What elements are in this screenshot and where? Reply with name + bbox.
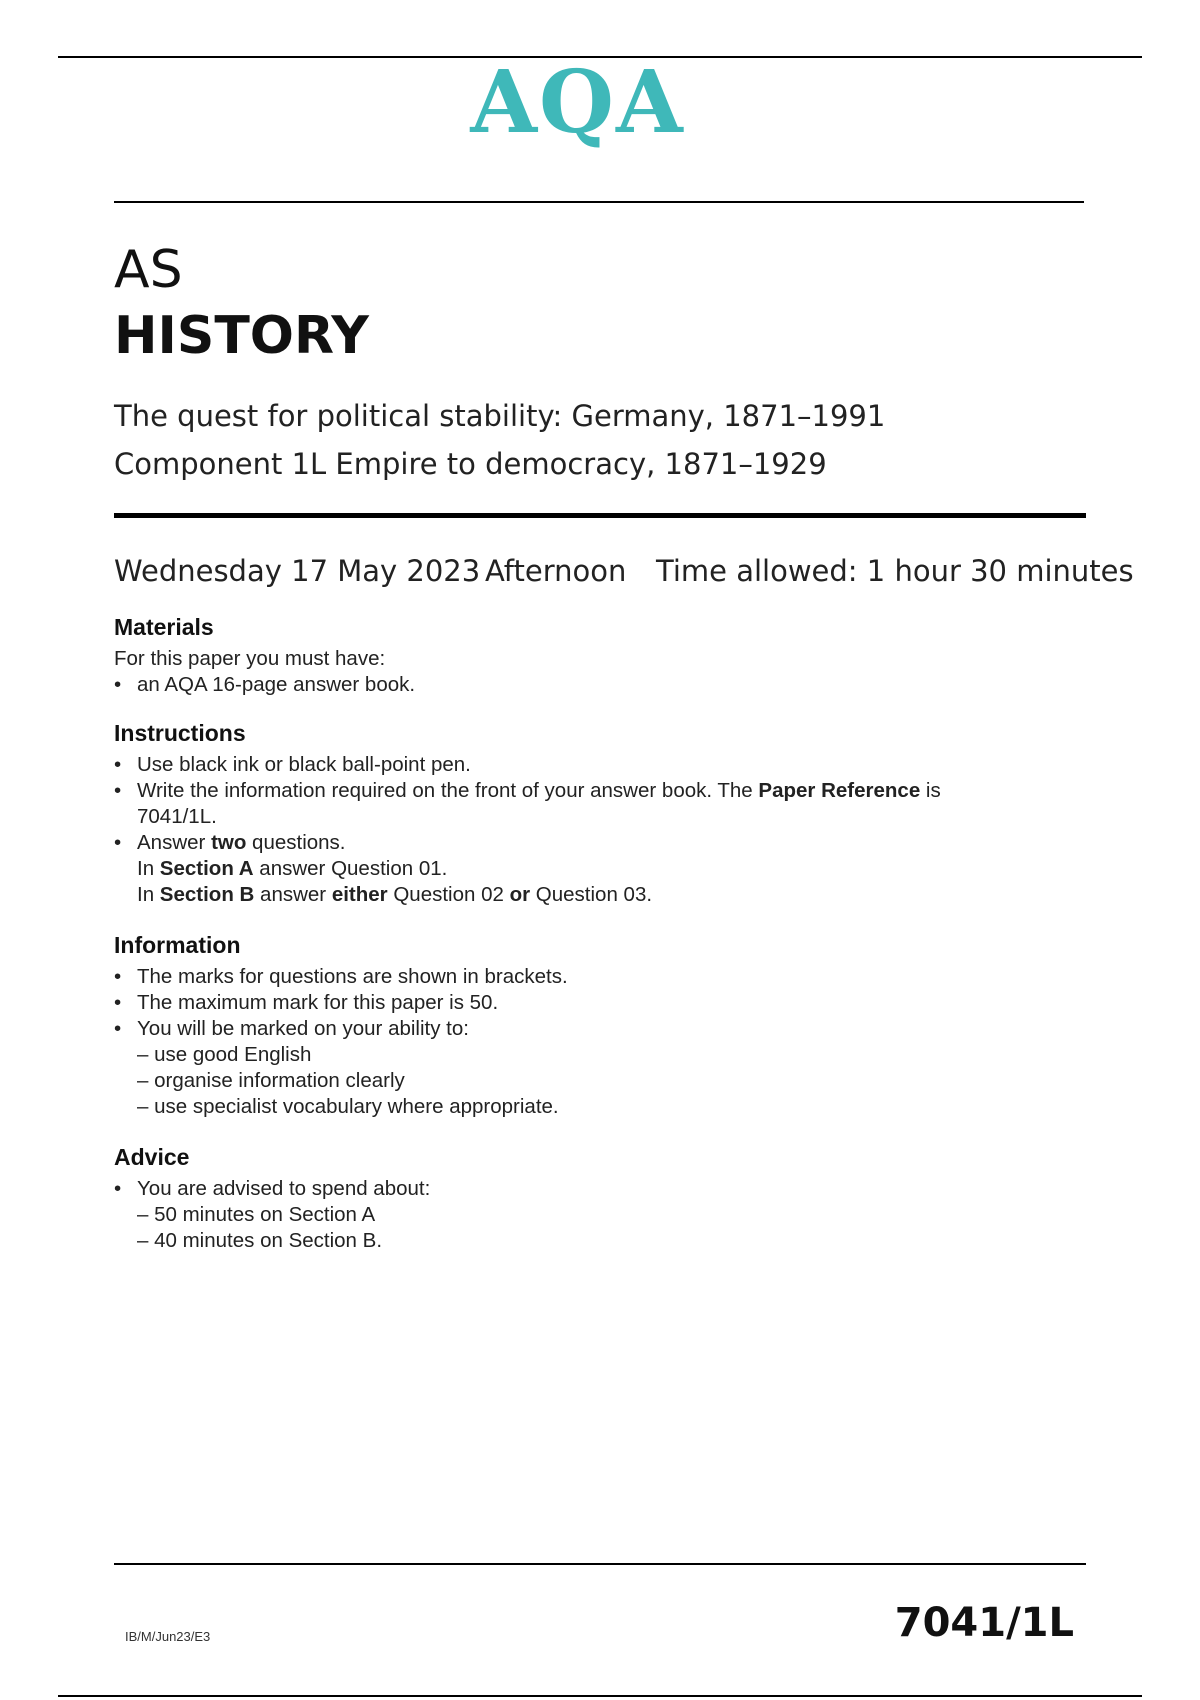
instructions-section <box>114 720 1044 908</box>
bullet-icon: • <box>114 991 122 1014</box>
advice-heading: Advice <box>114 1144 190 1170</box>
advice-section <box>114 1144 1044 1254</box>
bullet-icon: • <box>114 1177 122 1200</box>
instructions-heading: Instructions <box>114 720 246 746</box>
list-item: • You are advised to spend about: – 50 minutes on Section A – 40 minutes on Section B. <box>114 1177 431 1252</box>
exam-session: Afternoon <box>485 554 627 588</box>
bottom-border <box>58 1695 1142 1697</box>
paper-title: The quest for political stability: Germany, 1871–1991 <box>114 399 886 433</box>
bullet-icon: • <box>114 831 122 854</box>
footer-rule <box>114 1563 1086 1565</box>
aqa-logo: AQA <box>470 52 685 153</box>
time-allowed: Time allowed: 1 hour 30 minutes <box>656 554 1134 588</box>
subject-title: HISTORY <box>114 306 369 366</box>
qualification-title: AS <box>114 240 183 300</box>
information-heading: Information <box>114 932 241 958</box>
information-section <box>114 932 1044 1120</box>
component-title: Component 1L Empire to democracy, 1871–1929 <box>114 447 827 481</box>
list-item: • The marks for questions are shown in brackets. <box>114 965 568 988</box>
list-item: • You will be marked on your ability to: – use good English – organise information clearly – use specialist vocabulary where appropriate. <box>114 1017 559 1118</box>
paper-reference-code: IB/M/Jun23/E3 <box>125 1629 211 1644</box>
materials-intro: For this paper you must have: <box>114 647 386 670</box>
list-item: • The maximum mark for this paper is 50. <box>114 991 499 1014</box>
bullet-icon: • <box>114 673 122 696</box>
bullet-icon: • <box>114 1017 122 1040</box>
list-item: • Write the information required on the front of your answer book. The Paper Reference is 7041/1L. <box>114 779 941 828</box>
paper-code: 7041/1L <box>894 1600 1074 1646</box>
materials-section <box>114 614 1044 698</box>
list-item: • Answer two questions. In Section A answer Question 01. In Section B answer either Question 02 or Question 03. <box>114 831 653 906</box>
bullet-icon: • <box>114 753 122 776</box>
exam-date: Wednesday 17 May 2023 <box>114 554 481 588</box>
header-rule <box>114 201 1084 203</box>
bullet-icon: • <box>114 965 122 988</box>
list-item: • Use black ink or black ball-point pen. <box>114 753 471 776</box>
materials-heading: Materials <box>114 614 214 640</box>
list-item: • an AQA 16-page answer book. <box>114 673 416 696</box>
bullet-icon: • <box>114 779 122 802</box>
thick-rule <box>114 513 1086 518</box>
